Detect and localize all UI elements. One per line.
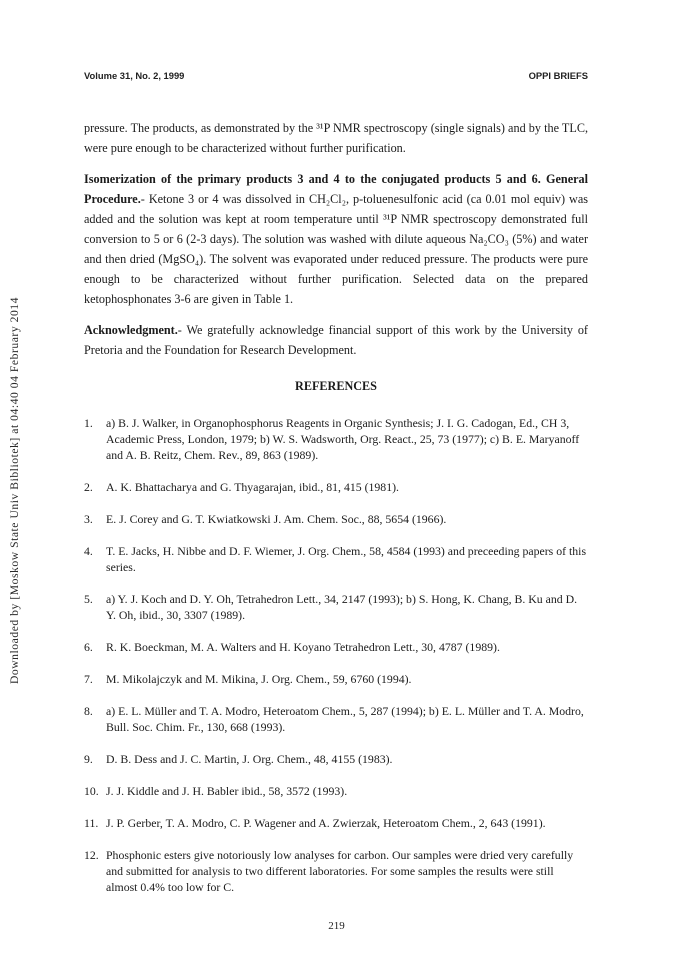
reference-item — [84, 751, 588, 767]
page-number: 219 — [328, 920, 345, 932]
reference-number: 7. — [84, 672, 93, 686]
reference-number: 11. — [84, 816, 99, 830]
acknowledgment-paragraph — [84, 320, 588, 360]
reference-item — [84, 703, 588, 735]
page-body — [84, 118, 588, 911]
reference-text: E. J. Corey and G. T. Kwiatkowski J. Am. Chem. Soc., 88, 5654 (1966). — [106, 512, 447, 526]
reference-number: 8. — [84, 704, 93, 718]
download-watermark — [4, 296, 24, 684]
reference-text: T. E. Jacks, H. Nibbe and D. F. Wiemer, J. Org. Chem., 58, 4584 (1993) and preceeding papers of this series. — [106, 544, 587, 574]
acknowledgment-body: - We gratefully acknowledge financial support of this work by the University of Pretoria and the Foundation for Research Development. — [84, 323, 588, 357]
reference-item — [84, 815, 588, 831]
reference-text: A. K. Bhattacharya and G. Thyagarajan, ibid., 81, 415 (1981). — [106, 480, 399, 494]
reference-number: 10. — [84, 784, 99, 798]
references-heading: REFERENCES — [295, 379, 377, 393]
reference-text: a) E. L. Müller and T. A. Modro, Heteroatom Chem., 5, 287 (1994); b) E. L. Müller and T. A. Modro, Bull. Soc. Chim. Fr., 130, 668 (1993). — [106, 704, 584, 734]
isomerization-paragraph — [84, 169, 588, 309]
reference-text: a) B. J. Walker, in Organophosphorus Reagents in Organic Synthesis; J. I. G. Cadogan, Ed., CH 3, Academic Press, London, 1979; b) W. S. Wadsworth, Org. React., 25, 73 (1977); c) B. E. Maryanoff and A. B. Reitz, Chem. Rev., 89, 863 (1989). — [106, 416, 580, 462]
reference-item — [84, 671, 588, 687]
reference-item — [84, 543, 588, 575]
reference-number: 3. — [84, 512, 93, 526]
reference-text: D. B. Dess and J. C. Martin, J. Org. Chem., 48, 4155 (1983). — [106, 752, 393, 766]
download-watermark-text: Downloaded by [Moskow State Univ Bibliotek] at 04:40 04 February 2014 — [7, 296, 21, 684]
reference-number: 5. — [84, 592, 93, 606]
reference-text: Phosphonic esters give notoriously low analyses for carbon. Our samples were dried very carefully and submitted for analysis to two different laboratories. For some samples the results were still almost 0.4% too low for C. — [106, 848, 574, 894]
reference-list — [84, 415, 588, 895]
reference-item — [84, 783, 588, 799]
reference-item — [84, 479, 588, 495]
reference-text: J. P. Gerber, T. A. Modro, C. P. Wagener and A. Zwierzak, Heteroatom Chem., 2, 643 (1991). — [106, 816, 546, 830]
reference-text: M. Mikolajczyk and M. Mikina, J. Org. Chem., 59, 6760 (1994). — [106, 672, 412, 686]
reference-number: 12. — [84, 848, 99, 862]
section-name: OPPI BRIEFS — [528, 70, 588, 81]
reference-item — [84, 639, 588, 655]
reference-text: R. K. Boeckman, M. A. Walters and H. Koyano Tetrahedron Lett., 30, 4787 (1989). — [106, 640, 500, 654]
reference-item — [84, 847, 588, 895]
reference-item — [84, 591, 588, 623]
reference-number: 2. — [84, 480, 93, 494]
reference-number: 6. — [84, 640, 93, 654]
reference-item — [84, 511, 588, 527]
reference-text: a) Y. J. Koch and D. Y. Oh, Tetrahedron Lett., 34, 2147 (1993); b) S. Hong, K. Chang, B. Ku and D. Y. Oh, ibid., 30, 3307 (1989). — [106, 592, 578, 622]
reference-item — [84, 415, 588, 463]
reference-text: J. J. Kiddle and J. H. Babler ibid., 58, 3572 (1993). — [106, 784, 348, 798]
continuation-paragraph: pressure. The products, as demonstrated by the ³¹P NMR spectroscopy (single signals) and by the TLC, were pure enough to be characterized without further purification. — [84, 121, 588, 155]
reference-number: 9. — [84, 752, 93, 766]
reference-number: 1. — [84, 416, 93, 430]
reference-number: 4. — [84, 544, 93, 558]
journal-volume: Volume 31, No. 2, 1999 — [84, 70, 185, 81]
isomerization-heading: Isomerization of the primary products 3 and 4 to the conjugated products 5 and 6. General Procedure. — [84, 172, 588, 206]
acknowledgment-heading: Acknowledgment. — [84, 323, 178, 337]
running-header — [84, 70, 588, 81]
isomerization-body: - Ketone 3 or 4 was dissolved in CH₂Cl₂, p-toluenesulfonic acid (ca 0.01 mol equiv) was added and the solution was kept at room temperature until ³¹P NMR spectroscopy demonstrated full conversion to 5 or 6 (2-3 days). The solution was washed with dilute aqueous Na₂CO₃ (5%) and water and then dried (MgSO₄). The solvent was evaporated under reduced pressure. The products were pure enough to be characterized without further purification. Selected data on the prepared ketophosphonates 3-6 are given in Table 1. — [84, 192, 588, 306]
